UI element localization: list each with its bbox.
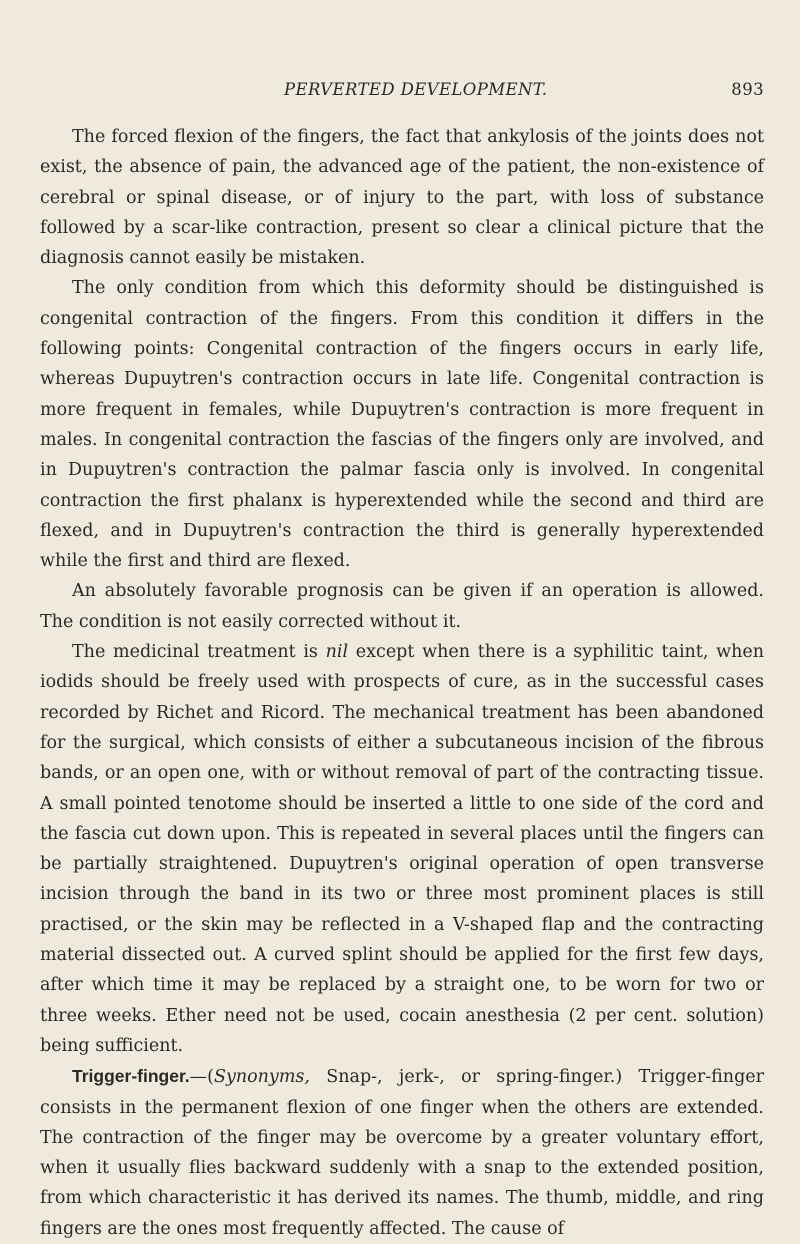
trigger-dash: —(: [189, 1067, 214, 1088]
running-title: PERVERTED DEVELOPMENT.: [284, 80, 548, 99]
synonyms-label: Synonyms,: [213, 1067, 310, 1088]
paragraph-treatment: [40, 637, 764, 1061]
paragraph-trigger-finger: [40, 1061, 764, 1244]
paragraph-differential: The only condition from which this deformity should be distinguished is congenital contraction of the fingers. From this condition it differs in the following points: Congenital contraction of the fingers occurs in early life, whereas Dupuytren's contraction occurs in late life. Congenital contraction is more frequent in females, while Dupuytren's contraction is more frequent in males. In congenital contraction the fascias of the fingers only are involved, and in Dupuytren's contraction the palmar fascia only is involved. In congenital contraction the first phalanx is hyperextended while the second and third are flexed, and in Dupuytren's contraction the third is generally hyperextended while the first and third are flexed.: [40, 278, 764, 572]
trigger-finger-text: Snap-, jerk-, or spring-finger.) Trigger-finger consists in the permanent flexion of one finger when the others are extended. The contraction of the finger may be overcome by a greater voluntary effort, when it usually flies backward suddenly with a snap to the extended position, from which characteristic it has derived its names. The thumb, middle, and ring fingers are the ones most frequently affected. The cause of: [40, 1067, 764, 1239]
trigger-finger-heading: Trigger-finger.: [72, 1066, 190, 1087]
nil-term: nil: [325, 642, 349, 663]
body-text: [40, 122, 764, 1244]
paragraph-prognosis: An absolutely favorable prognosis can be given if an operation is allowed. The condition is not easily corrected without it.: [40, 581, 764, 632]
treatment-text-before: The medicinal treatment is: [72, 642, 326, 663]
treatment-text-after: except when there is a syphilitic taint, when iodids should be freely used with prospects of cure, as in the successful cases recorded by Richet and Ricord. The mechanical treatment has been abandoned for the surgical, which consists of either a subcutaneous incision of the fibrous bands, or an open one, with or without removal of part of the contracting tissue. A small pointed tenotome should be inserted a little to one side of the cord and the fascia cut down upon. This is repeated in several places until the fingers can be partially straightened. Dupuytren's original operation of open transverse incision through the band in its two or three most prominent places is still practised, or the skin may be reflected in a V-shaped flap and the contracting material dissected out. A curved splint should be applied for the first few days, after which time it may be replaced by a straight one, to be worn for two or three weeks. Ether need not be used, cocain anesthesia (2 per cent. solution) being sufficient.: [40, 642, 764, 1056]
page-number: 893: [731, 80, 764, 99]
paragraph-diagnosis: The forced flexion of the fingers, the fact that ankylosis of the joints does not exist, the absence of pain, the advanced age of the patient, the non-existence of cerebral or spinal disease, or of injury to the part, with loss of substance followed by a scar-like contraction, present so clear a clinical picture that the diagnosis cannot easily be mistaken.: [40, 127, 764, 269]
running-head: [40, 80, 764, 104]
